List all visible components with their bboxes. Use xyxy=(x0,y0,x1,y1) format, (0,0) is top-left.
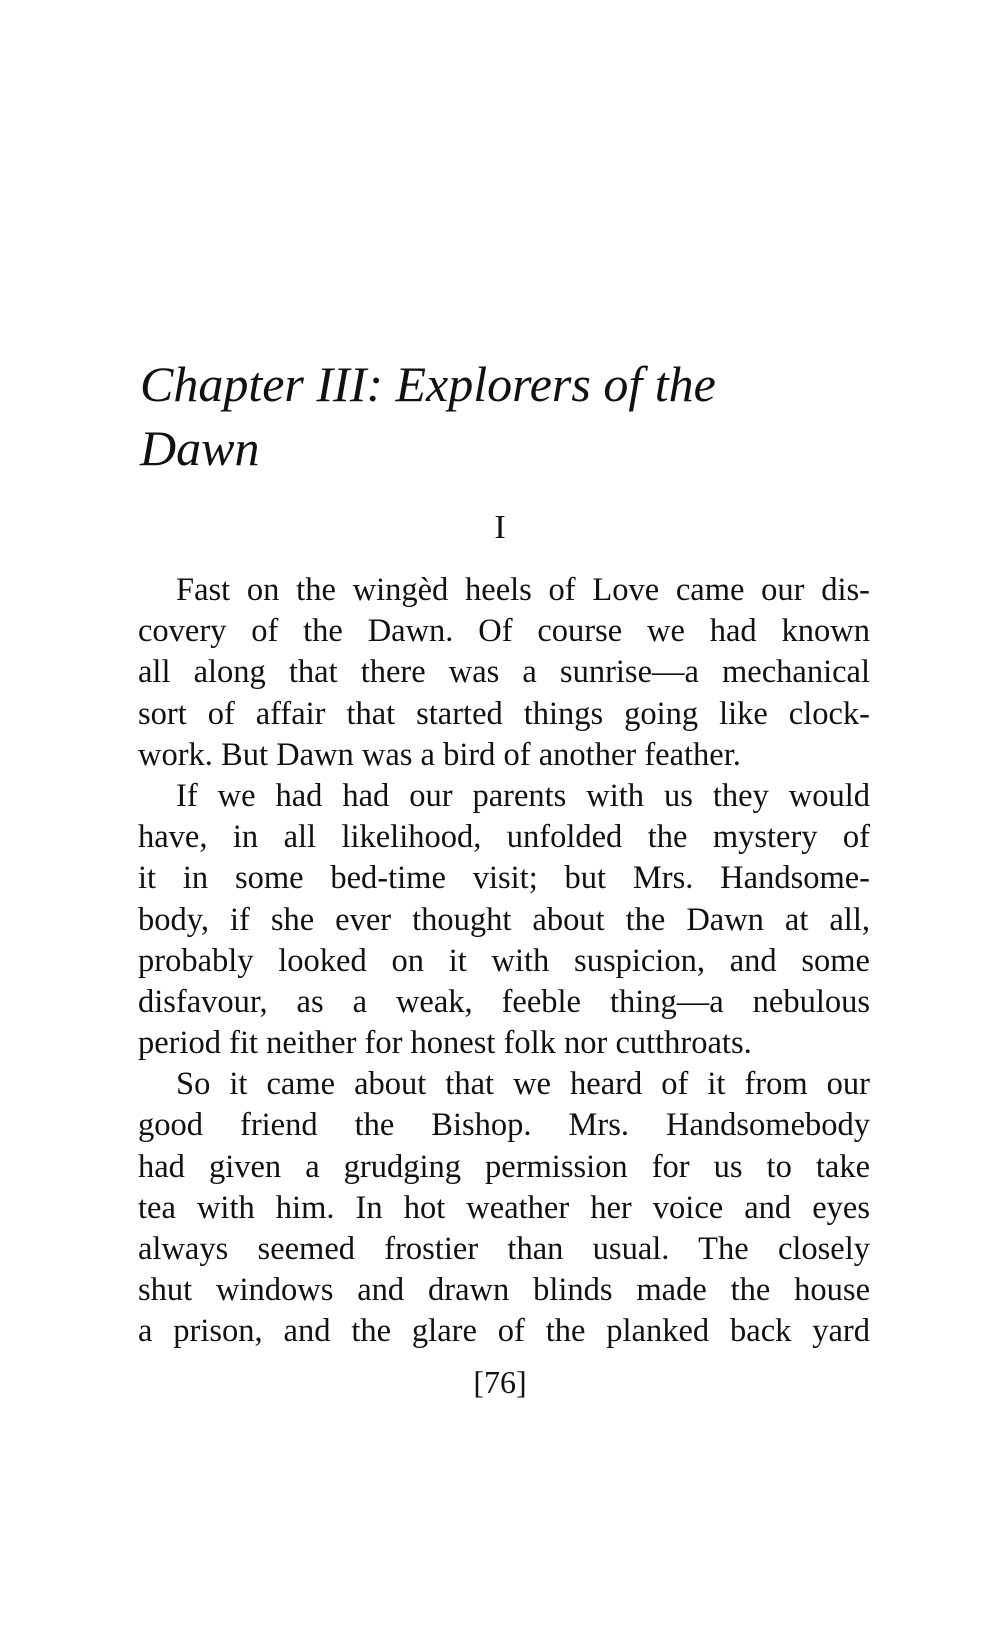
text-line: tea with him. In hot weather her voice and eyes xyxy=(138,1189,870,1226)
text-line: body, if she ever thought about the Dawn at all, xyxy=(138,901,870,938)
text-line: Fast on the wingèd heels of Love came our dis- xyxy=(176,572,870,608)
text-line: always seemed frostier than usual. The closely xyxy=(138,1231,870,1267)
text-line: If we had had our parents with us they would xyxy=(176,777,870,814)
text-line: all along that there was a sunrise—a mechanical xyxy=(138,654,870,691)
text-line: have, in all likelihood, unfolded the mystery of xyxy=(138,819,870,856)
page-number: [76] xyxy=(473,1364,527,1400)
text-line: probably looked on it with suspicion, and some xyxy=(138,942,870,979)
text-line: good friend the Bishop. Mrs. Handsomebody xyxy=(138,1107,870,1144)
text-line: covery of the Dawn. Of course we had known xyxy=(138,613,870,650)
body-text xyxy=(138,570,870,1353)
text-line: work. But Dawn was a bird of another feather. xyxy=(138,736,741,773)
text-line: had given a grudging permission for us to take xyxy=(138,1148,870,1185)
section-number: I xyxy=(494,509,506,546)
chapter-title-line-2: Dawn xyxy=(140,420,260,476)
text-line: So it came about that we heard of it from our xyxy=(176,1066,870,1103)
text-line: disfavour, as a weak, feeble thing—a nebulous xyxy=(138,983,870,1020)
text-line: it in some bed-time visit; but Mrs. Handsome- xyxy=(138,860,870,897)
text-line: sort of affair that started things going like clock- xyxy=(138,695,870,732)
chapter-title-line-1: Chapter III: Explorers of the xyxy=(140,356,716,412)
chapter-title xyxy=(140,352,900,480)
text-line: a prison, and the glare of the planked back yard xyxy=(138,1313,870,1350)
text-line: period fit neither for honest folk nor cutthroats. xyxy=(138,1025,752,1062)
text-line: shut windows and drawn blinds made the house xyxy=(138,1272,870,1309)
